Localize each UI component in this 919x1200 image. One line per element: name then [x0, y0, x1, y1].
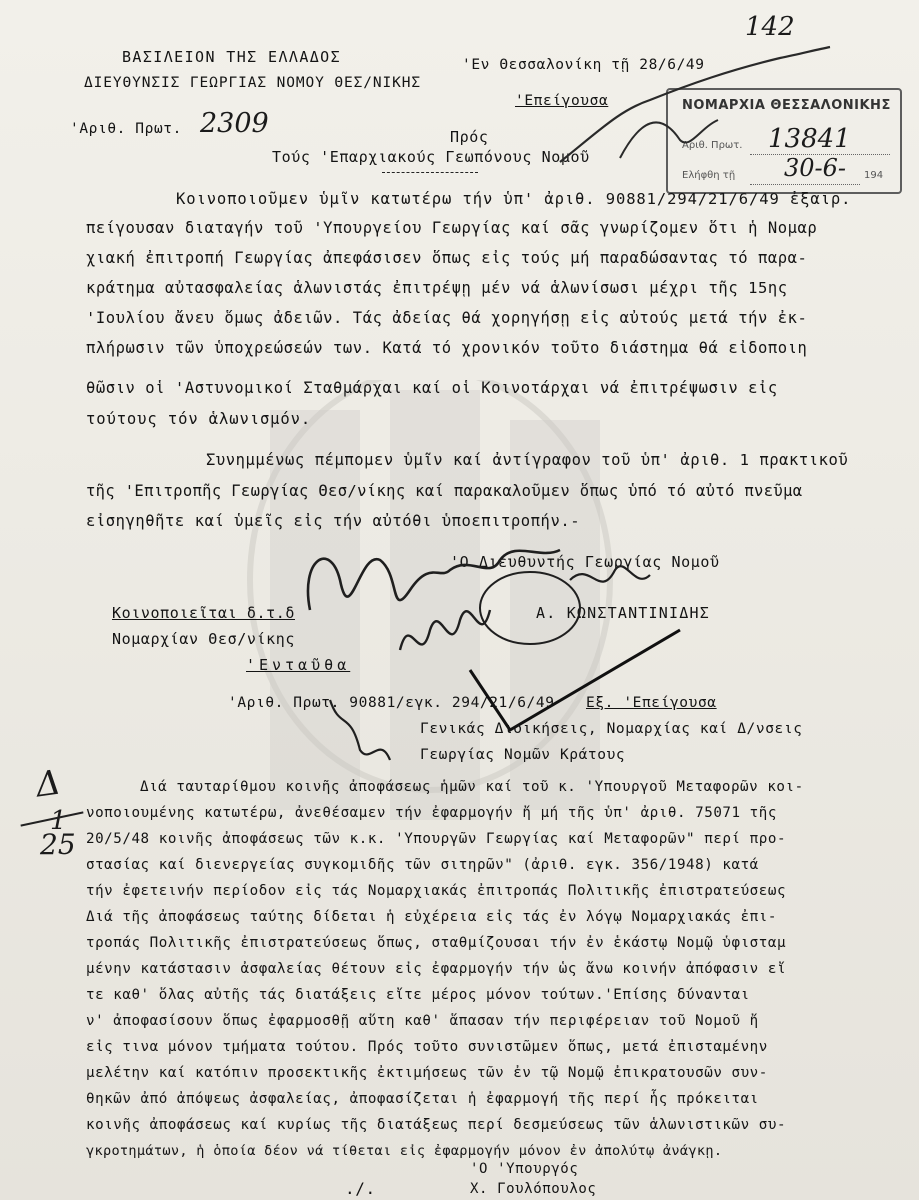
second-recipients-line-2: Γεωργίας Νομῶν Κράτους [420, 747, 626, 763]
second-body-line: Διά ταυταρίθμου κοινῆς ἀποφάσεως ἡμῶν καί τοῦ κ. 'Υπουργοῦ Μεταφορῶν κοι- [140, 779, 804, 795]
second-body-line: θηκῶν ἀπό ἀπόψεως ἀσφαλείας, ἀποφασίζεται ἡ ἐφαρμογή τῆς περί ἧς πρόκειται [86, 1091, 759, 1107]
handwritten-signatures-icon [0, 520, 919, 780]
body-line: κράτημα αὐτασφαλείας ἁλωνιστάς ἐπιτρέψῃ μέν νά ἁλωνίσωσι μέχρι τῆς 15ης [86, 279, 788, 297]
stamp-protocol-label: Αριθ. Πρωτ. [682, 140, 743, 151]
second-body-line: τε καθ' ὅλας αὐτῆς τάς διατάξεις εἴτε μέρος μόνον τούτων.'Επίσης δύνανται [86, 987, 750, 1003]
protocol-number: 2309 [200, 108, 269, 139]
place-date: 'Εν Θεσσαλονίκη τῇ 28/6/49 [462, 57, 705, 73]
margin-fraction-bottom: 25 [40, 828, 76, 861]
minister-name: Χ. Γουλόπουλος [470, 1181, 597, 1197]
cc-line-1: Νομαρχίαν Θεσ/νίκης [112, 630, 295, 648]
second-protocol-line: 'Αριθ. Πρωτ. 90881/εγκ. 294/21/6/49 [228, 695, 555, 711]
archive-number: 142 [745, 12, 795, 42]
to-label: Πρός [450, 128, 489, 146]
second-body-line: 20/5/48 κοινῆς ἀποφάσεως τῶν κ.κ. 'Υπουργῶν Γεωργίας καί Μεταφορῶν" περί προ- [86, 831, 787, 847]
second-body-line: νοποιουμένης κατωτέρω, ἀνεθέσαμεν τήν ἐφαρμογήν ἤ μή τῆς ὑπ' ἀριθ. 75071 τῆς [86, 805, 777, 821]
body-line: 'Ιουλίου ἄνευ ὅμως ἀδειῶν. Τάς ἀδείας θά χορηγήσῃ εἰς αὐτούς μετά τήν ἐκ- [86, 309, 808, 327]
cc-label: Κοινοποιεῖται δ.τ.δ [112, 604, 295, 622]
stamp-protocol-value: 13841 [768, 124, 851, 154]
second-body-line: τροπάς Πολιτικῆς ἐπιστρατεύσεως ὅπως, σταθμίζουσαι τήν ἐν ἑκάστῳ Νομῷ ὑφισταμ [86, 935, 787, 951]
directorate-heading: ΔΙΕΥΘΥΝΣΙΣ ΓΕΩΡΓΙΑΣ ΝΟΜΟΥ ΘΕΣ/ΝΙΚΗΣ [84, 75, 422, 91]
second-recipients-line-1: Γενικάς Διοικήσεις, Νομαρχίας καί Δ/νσεις [420, 721, 803, 737]
minister-title: 'Ο 'Υπουργός [470, 1161, 579, 1177]
second-body-line: τήν ἐφετεινήν περίοδον εἰς τάς Νομαρχιακάς ἐπιτροπάς Πολιτικῆς ἐπιστρατεύσεως [86, 883, 787, 899]
second-body-line: ν' ἀποφασίσουν ὅπως ἐφαρμοσθῇ αὕτη καθ' ἅπασαν τήν περιφέρειαν τοῦ Νομοῦ ἤ [86, 1013, 759, 1029]
second-body-line: Διά τῆς ἀποφάσεως ταύτης δίδεται ἡ εὐχέρεια εἰς τάς ἐν λόγῳ Νομαρχιακάς ἐπι- [86, 909, 777, 925]
header-scrawl-icon [0, 0, 919, 200]
second-body-line: μένην κατάστασιν ἀσφαλείας θέτουν εἰς ἐφαρμογήν τήν ὡς ἄνω κοινήν ἀπόφασιν εἴ [86, 961, 787, 977]
body-line: εἰσηγηθῆτε καί ὑμεῖς εἰς τήν αὐτόθι ὑποεπιτροπήν.- [86, 512, 581, 530]
second-body-line: κοινῆς ἀποφάσεως καί κυρίως τῆς διατάξεως περί δεσμεύσεως τῶν ἁλωνιστικῶν συ- [86, 1117, 787, 1133]
body-line: θῶσιν οἱ 'Αστυνομικοί Σταθμάρχαι καί οἱ Κοινοτάρχαι νά ἐπιτρέψωσιν εἰς [86, 379, 778, 397]
end-mark: ./. [345, 1179, 376, 1198]
body-line: Κοινοποιοῦμεν ὑμῖν κατωτέρω τήν ὑπ' ἀριθ. 90881/294/21/6/49 ἐξαιρ. [176, 190, 852, 208]
second-urgency: Εξ. 'Επείγουσα [586, 695, 717, 711]
signatory-title: 'Ο Διευθυντής Γεωργίας Νομοῦ [450, 553, 720, 571]
second-body-line: γκροτημάτων, ἡ ὁποία δέον νά τίθεται εἰς ἐφαρμογήν μόνον ἐν ἀπολύτῳ ἀνάγκῃ. [86, 1143, 723, 1159]
second-body-line: στασίας καί διενεργείας συγκομιδῆς τῶν σιτηρῶν" (ἀριθ. εγκ. 356/1948) κατά [86, 857, 759, 873]
second-body-line: μελέτην καί κατόπιν προσεκτικῆς ἐκτιμήσεως τῶν ἐν τῷ Νομῷ ἐπικρατουσῶν συν- [86, 1065, 768, 1081]
recipients-line: Τούς 'Επαρχιακούς Γεωπόνους Νομοῦ [272, 148, 590, 166]
kingdom-heading: ΒΑΣΙΛΕΙΟΝ ΤΗΣ ΕΛΛΑΔΟΣ [122, 48, 342, 66]
stamp-year-suffix: 194 [864, 170, 884, 181]
stamp-received-value: 30-6- [784, 154, 847, 182]
signatory-name: Α. ΚΩΝΣΤΑΝΤΙΝΙΔΗΣ [536, 604, 710, 622]
body-line: πλήρωσιν τῶν ὑποχρεώσεών των. Κατά τό χρονικόν τοῦτο διάστημα θά εἰδοποιη [86, 339, 808, 357]
protocol-label: 'Αριθ. Πρωτ. [70, 121, 182, 137]
cc-line-2: 'Ενταῦθα [246, 656, 351, 674]
body-line: Συνημμένως πέμπομεν ὑμῖν καί ἀντίγραφον τοῦ ὑπ' ἀριθ. 1 πρακτικοῦ [206, 451, 849, 469]
margin-fraction-top: 1 [50, 806, 67, 836]
body-line: χιακή ἐπιτροπή Γεωργίας ἀπεφάσισεν ὅπως εἰς τούς μή παραδώσαντας τό παρα- [86, 249, 808, 267]
body-line: τούτους τόν ἁλωνισμόν. [86, 410, 312, 428]
stamp-title: ΝΟΜΑΡΧΙΑ ΘΕΣΣΑΛΟΝΙΚΗΣ [682, 98, 891, 113]
second-body-line: εἰς τινα μόνον τμήματα τούτου. Πρός τοῦτο συνιστῶμεν ὅπως, μετά ἐπισταμένην [86, 1039, 768, 1055]
urgency-label: 'Επείγουσα [515, 93, 609, 109]
body-line: τῆς 'Επιτροπῆς Γεωργίας Θεσ/νίκης καί παρακαλοῦμεν ὅπως ὑπό τό αὐτό πνεῦμα [86, 482, 803, 500]
stamp-received-label: Ελήφθη τῇ [682, 170, 736, 181]
margin-letter: Δ [33, 762, 64, 806]
body-line: πείγουσαν διαταγήν τοῦ 'Υπουργείου Γεωργίας καί σᾶς γνωρίζομεν ὅτι ἡ Νομαρ [86, 219, 818, 237]
